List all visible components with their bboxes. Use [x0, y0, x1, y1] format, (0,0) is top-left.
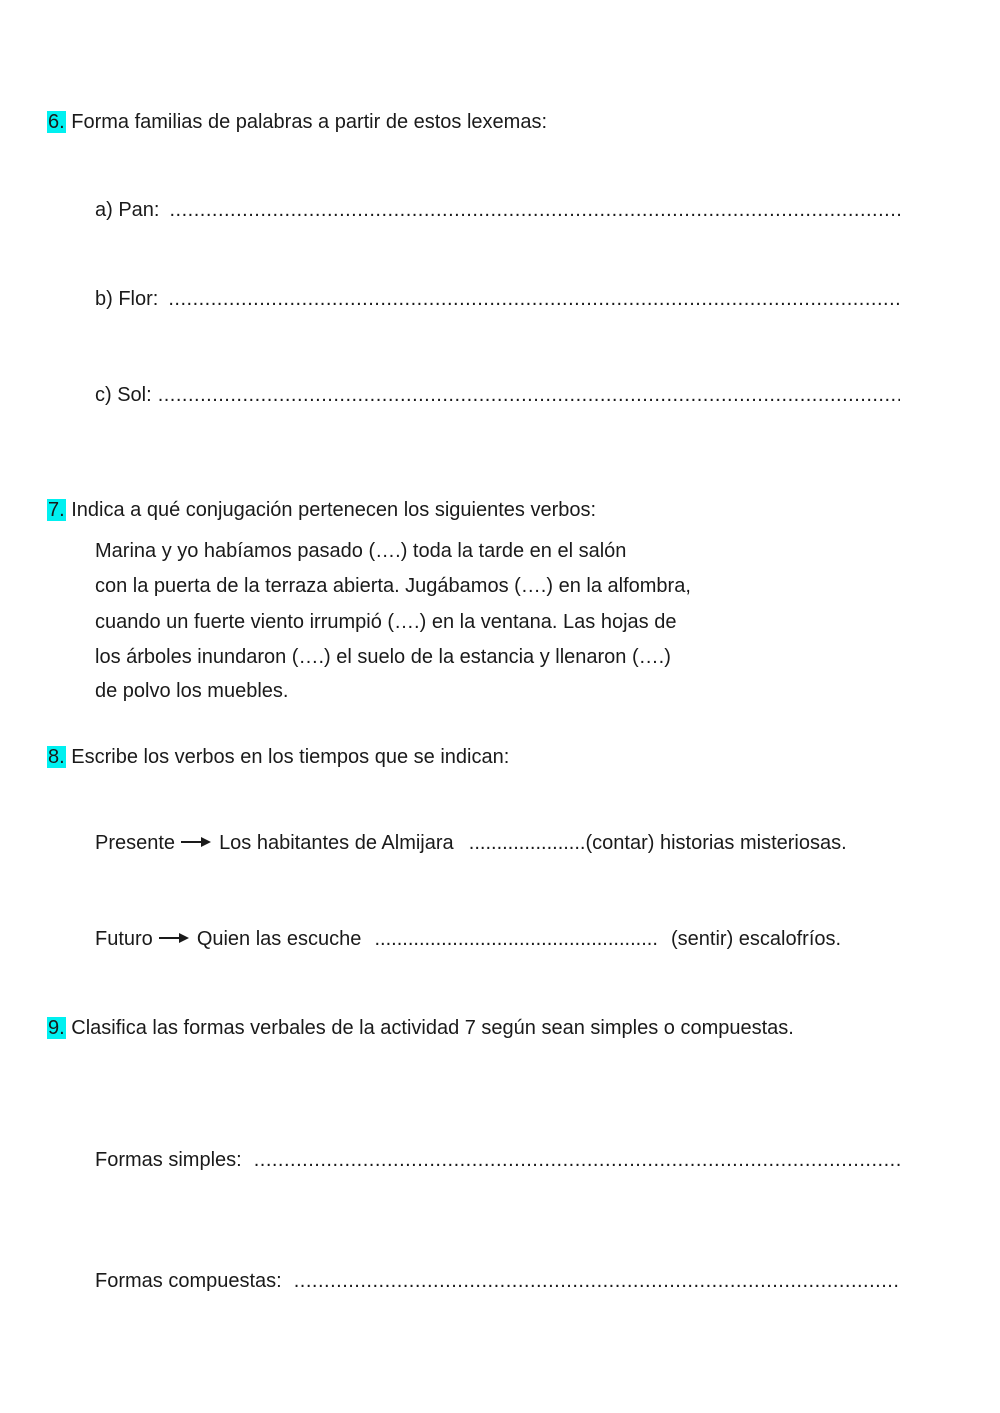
q7-text-line: con la puerta de la terraza abierta. Jugábamos (….) en la alfombra,	[95, 575, 691, 597]
q7-text-line: de polvo los muebles.	[95, 680, 289, 702]
q9-compound-label: Formas compuestas:	[95, 1270, 282, 1292]
q9-simple-label: Formas simples:	[95, 1149, 242, 1171]
q8-heading	[47, 745, 509, 769]
q8-future-row	[95, 927, 841, 951]
q8-present-subject: Los habitantes de Almijara	[219, 832, 454, 854]
q9-compound-blank[interactable]	[294, 1269, 900, 1293]
q7-text-line: Marina y yo habíamos pasado (….) toda la tarde en el salón	[95, 540, 627, 562]
q8-present-row	[95, 831, 847, 855]
q6-item-a-label: a) Pan:	[95, 199, 160, 221]
q9-simple-row	[95, 1148, 900, 1172]
q9-compound-row	[95, 1269, 900, 1293]
q6-item-a	[95, 198, 900, 222]
q8-future-rest: (sentir) escalofríos.	[671, 928, 842, 950]
q7-heading	[47, 498, 596, 522]
q6-item-a-blank[interactable]	[169, 198, 900, 222]
q8-present-tense: Presente	[95, 832, 176, 854]
q9-number: 9.	[48, 1017, 65, 1039]
q8-present-rest: (contar) historias misteriosas.	[585, 832, 847, 854]
q8-future-subject: Quien las escuche	[196, 928, 362, 950]
q7-text-line: los árboles inundaron (….) el suelo de la estancia y llenaron (….)	[95, 646, 671, 668]
q6-item-b	[95, 287, 900, 311]
q8-present-blank[interactable]: .....................	[468, 832, 586, 854]
arrow-right-icon	[181, 835, 211, 849]
q9-heading	[47, 1016, 794, 1040]
q9-simple-blank[interactable]	[254, 1148, 900, 1172]
q6-item-c-blank[interactable]	[158, 383, 900, 407]
q8-number: 8.	[48, 746, 65, 768]
q7-number: 7.	[48, 499, 65, 521]
q6-item-c-label: c) Sol:	[95, 384, 152, 406]
q8-future-tense: Futuro	[95, 928, 153, 950]
q6-item-b-blank[interactable]	[168, 287, 900, 311]
q7-text-line: cuando un fuerte viento irrumpió (….) en la ventana. Las hojas de	[95, 611, 677, 633]
q6-number: 6.	[48, 111, 65, 133]
q8-prompt: Escribe los verbos en los tiempos que se indican:	[71, 746, 510, 768]
q6-prompt: Forma familias de palabras a partir de estos lexemas:	[71, 111, 548, 133]
q7-prompt: Indica a qué conjugación pertenecen los siguientes verbos:	[71, 499, 597, 521]
q9-prompt: Clasifica las formas verbales de la actividad 7 según sean simples o compuestas.	[71, 1017, 794, 1039]
q8-future-blank[interactable]: ...................................................	[374, 928, 658, 950]
q6-heading	[47, 110, 547, 134]
q6-item-c	[95, 383, 900, 407]
arrow-right-icon	[159, 931, 189, 945]
q6-item-b-label: b) Flor:	[95, 288, 159, 310]
